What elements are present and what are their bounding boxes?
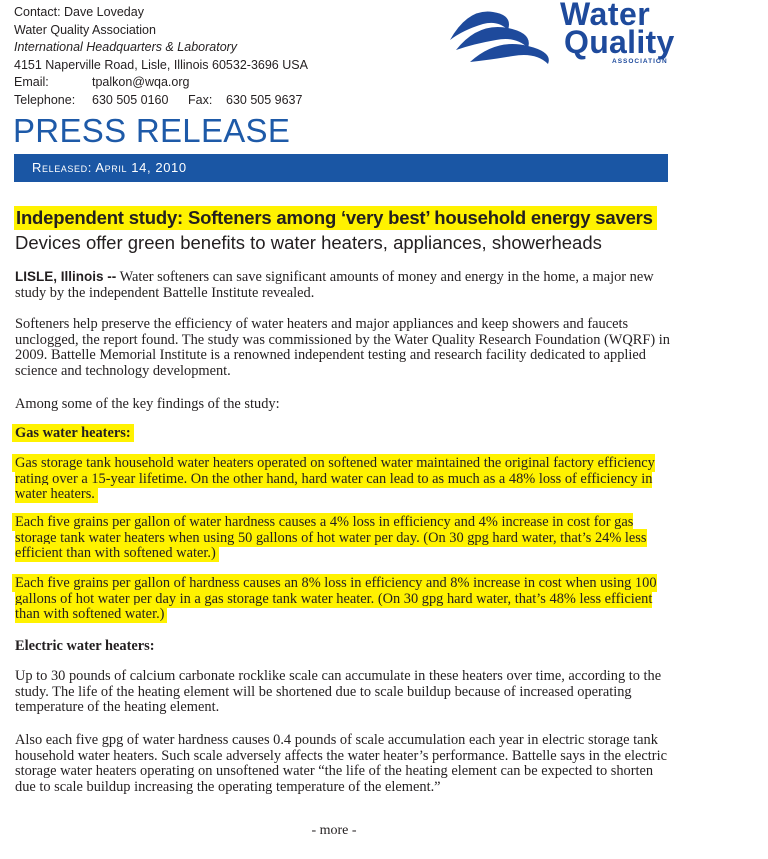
wave-icon — [448, 0, 568, 75]
page-title: PRESS RELEASE — [13, 112, 291, 149]
wqa-logo — [448, 0, 678, 75]
electric-finding-2: Also each five gpg of water hardness causes 0.4 pounds of scale accumulation each year in electric storage tank household water heaters. Such scale adversely affects the water heater’s performance. Battelle says in the electric storage water heaters operating on unsoftened water “the life of the heating element can be expected to shorten due to scale buildup increasing the operating temperature of the element.” — [15, 732, 667, 795]
paragraph-2: Softeners help preserve the efficiency of water heaters and major appliances and keep showers and faucets unclogged, the report found. The study was commissioned by the Water Quality Research Foundation (WQRF) in 2009. Battelle Memorial Institute is a renowned independent testing and research facility dedicated to applied science and technology development. — [15, 316, 670, 379]
gas-finding-1-text: Gas storage tank household water heaters operated on softened water maintained the original factory efficiency rating over a 15-year lifetime. On the other hand, hard water can lead to as much as a 48% loss of efficiency in water heaters. — [12, 454, 655, 503]
logo-text-quality: Quality — [564, 24, 675, 60]
gas-heading-text: Gas water heaters: — [12, 424, 134, 442]
gas-finding-2 — [15, 515, 675, 562]
dateline: LISLE, Illinois -- — [15, 269, 117, 284]
gas-finding-3 — [15, 576, 675, 623]
gas-finding-1 — [15, 456, 675, 503]
gas-heading — [15, 426, 675, 442]
paragraph-intro — [15, 269, 675, 301]
gas-finding-3-text: Each five grains per gallon of hardness causes an 8% loss in efficiency and 8% increase in cost when using 100 gallons of hot water per day in a gas storage tank water heater. (On 30 gpg hard water, that’s 48% less efficient than with softened water.) — [12, 574, 657, 623]
telephone-label: Telephone: — [14, 92, 76, 107]
electric-heading: Electric water heaters: — [15, 638, 155, 654]
subheadline: Devices offer green benefits to water heaters, appliances, showerheads — [15, 232, 602, 253]
email-link[interactable]: tpalkon@wqa.org — [92, 75, 190, 89]
more-indicator: - more - — [311, 823, 357, 838]
logo-text-association: ASSOCIATION — [612, 58, 668, 65]
contact-hq: International Headquarters & Laboratory — [14, 40, 238, 54]
release-date: Released: April 14, 2010 — [32, 160, 187, 175]
contact-phone-row — [14, 92, 308, 110]
contact-block — [14, 4, 308, 109]
fax-label: Fax: — [188, 92, 213, 107]
email-label: Email: — [14, 75, 49, 89]
gas-finding-2-text: Each five grains per gallon of water hardness causes a 4% loss in efficiency and 4% increase in cost for gas storage tank water heaters when using 50 gallons of hot water per day. (On 30 gpg hard water, that’s 24% less efficient than with softened water.) — [12, 513, 647, 562]
telephone-value: 630 505 0160 — [92, 92, 169, 107]
release-date-banner — [14, 154, 668, 182]
headline: Independent study: Softeners among ‘very best’ household energy savers — [14, 206, 657, 230]
contact-email-row — [14, 74, 308, 92]
paragraph-intro-text: Water softeners can save significant amounts of money and energy in the home, a major new study by the independent Battelle Institute revealed. — [15, 269, 654, 301]
paragraph-3: Among some of the key findings of the study: — [15, 396, 280, 412]
electric-finding-1: Up to 30 pounds of calcium carbonate rocklike scale can accumulate in these heaters over time, according to the study. The life of the heating element will be shortened due to scale buildup because of increased operating temperature of the heating element. — [15, 668, 662, 715]
contact-org: Water Quality Association — [14, 22, 156, 37]
contact-address: 4151 Naperville Road, Lisle, Illinois 60532-3696 USA — [14, 57, 308, 72]
logo-text-water: Water — [560, 0, 651, 32]
contact-name: Contact: Dave Loveday — [14, 5, 144, 19]
fax-value: 630 505 9637 — [226, 92, 303, 107]
